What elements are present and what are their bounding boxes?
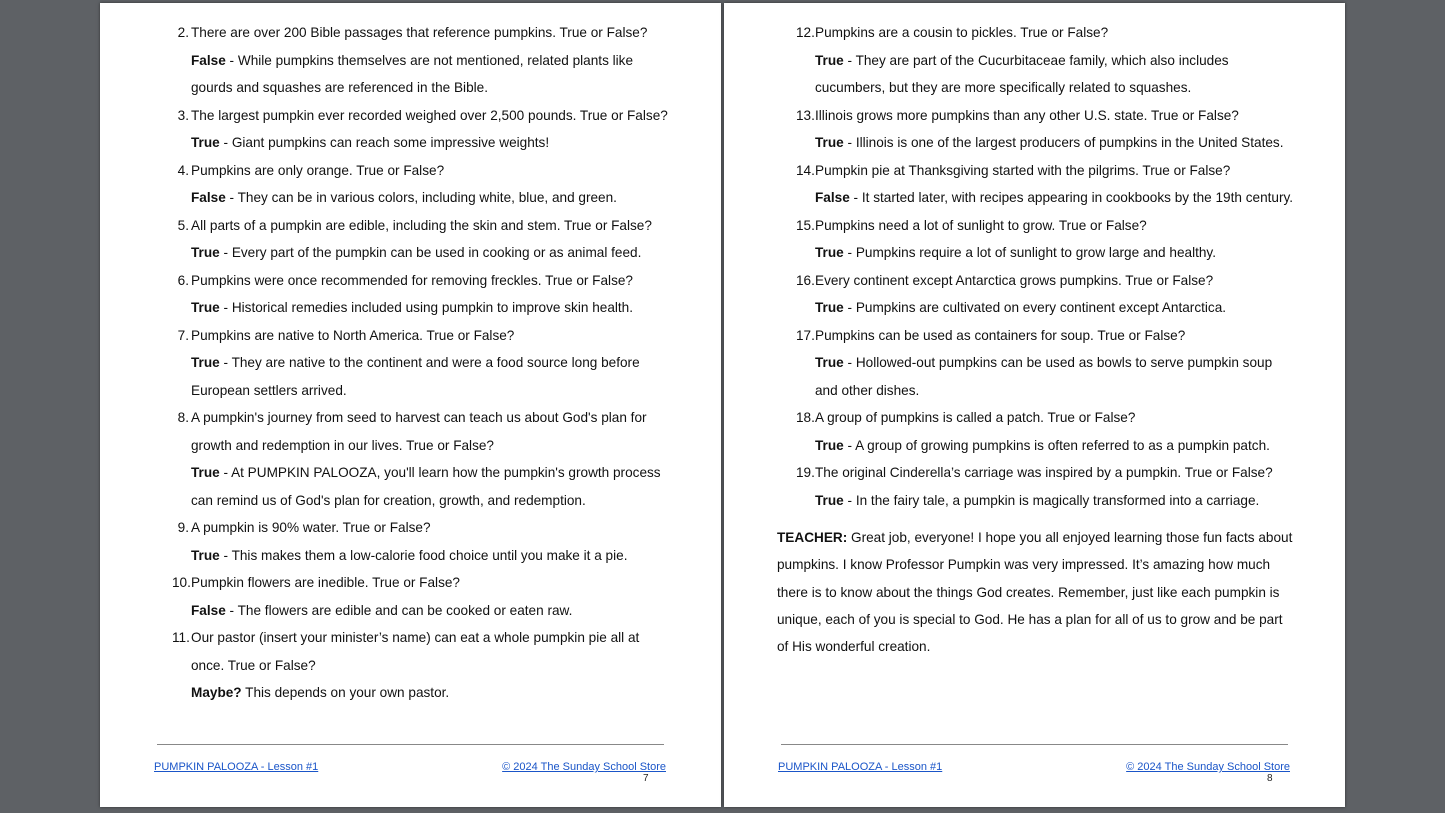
answer-text: They are native to the continent and were a food source long before European settlers arrived. <box>191 355 640 398</box>
answer-separator: - <box>843 245 856 260</box>
answer-text: Pumpkins are cultivated on every continent except Antarctica. <box>855 300 1227 315</box>
answer-separator: - <box>225 190 238 205</box>
answer-text: At PUMPKIN PALOOZA, you'll learn how the pumpkin's growth process can remind us of God's plan for creation, growth, and redemption. <box>191 465 661 508</box>
item-number: 3. <box>177 107 189 123</box>
question-text: The original Cinderella’s carriage was inspired by a pumpkin. True or False? <box>815 465 1273 480</box>
answer <box>815 239 1296 267</box>
page-content <box>172 19 672 707</box>
item-number: 14. <box>796 162 815 178</box>
question-text: Pumpkins need a lot of sunlight to grow. True or False? <box>815 217 1147 233</box>
footer-lesson-link[interactable]: PUMPKIN PALOOZA - Lesson #1 <box>778 761 943 773</box>
question-text: A pumpkin is 90% water. True or False? <box>191 520 431 535</box>
answer <box>191 597 672 625</box>
question-text: Pumpkin pie at Thanksgiving started with the pilgrims. True or False? <box>815 162 1231 178</box>
trivia-list <box>796 19 1296 514</box>
answer <box>815 129 1296 157</box>
answer <box>191 184 672 212</box>
list-item <box>172 322 672 405</box>
answer-text: Giant pumpkins can reach some impressive weights! <box>231 135 550 150</box>
answer-text: While pumpkins themselves are not mentioned, related plants like gourds and squashes are referenced in the Bible. <box>191 52 634 95</box>
question-text: Our pastor (insert your minister’s name) can eat a whole pumpkin pie all at once. True or False? <box>191 630 640 673</box>
list-item <box>172 157 672 212</box>
list-item <box>796 267 1296 322</box>
list-item <box>796 404 1296 459</box>
answer-verdict: True <box>815 300 844 315</box>
answer <box>815 487 1296 515</box>
item-number: 4. <box>177 162 189 178</box>
answer-verdict: True <box>191 245 220 260</box>
answer <box>815 349 1296 404</box>
answer-text: This makes them a low-calorie food choice until you make it a pie. <box>231 547 628 563</box>
page-number: 7 <box>643 773 649 784</box>
answer-verdict: True <box>815 437 844 453</box>
answer-text: They are part of the Cucurbitaceae family, which also includes cucumbers, but they are more specifically related to squashes. <box>815 52 1229 95</box>
answer-verdict: True <box>815 245 844 260</box>
answer <box>191 542 672 570</box>
answer-separator: - <box>219 465 232 480</box>
list-item <box>172 514 672 569</box>
answer <box>191 679 672 707</box>
answer <box>815 432 1296 460</box>
list-item <box>796 157 1296 212</box>
page-content <box>777 19 1296 674</box>
list-item <box>172 404 672 514</box>
teacher-paragraph <box>777 524 1297 660</box>
answer-text: Pumpkins require a lot of sunlight to grow large and healthy. <box>855 245 1216 260</box>
answer <box>191 47 672 102</box>
answer-verdict: True <box>191 465 220 480</box>
answer-verdict: True <box>815 52 844 68</box>
item-number: 19. <box>796 465 815 480</box>
question-text: A pumpkin's journey from seed to harvest can teach us about God's plan for growth and redemption in our lives. True or False? <box>191 410 647 453</box>
answer-separator: - <box>219 245 232 260</box>
answer <box>191 349 672 404</box>
answer-verdict: True <box>191 355 220 370</box>
answer-text: Hollowed-out pumpkins can be used as bowls to serve pumpkin soup and other dishes. <box>815 355 1273 398</box>
answer <box>191 129 672 157</box>
answer-separator: - <box>225 602 238 618</box>
answer-separator: - <box>219 135 232 150</box>
question-text: A group of pumpkins is called a patch. True or False? <box>815 410 1136 425</box>
footer-lesson-link[interactable]: PUMPKIN PALOOZA - Lesson #1 <box>154 761 319 773</box>
answer-separator: - <box>849 190 862 205</box>
question-text: Pumpkins are a cousin to pickles. True or False? <box>815 25 1109 40</box>
answer-text: In the fairy tale, a pumpkin is magically transformed into a carriage. <box>855 492 1260 508</box>
document-page-8 <box>724 3 1345 807</box>
answer <box>815 184 1296 212</box>
item-number: 18. <box>796 410 815 425</box>
list-item <box>172 102 672 157</box>
teacher-text: Great job, everyone! I hope you all enjoyed learning those fun facts about pumpkins. I know Professor Pumpkin was very impressed. It’s amazing how much there is to know about the things God creates. Remember, just like each pumpkin is unique, each of you is special to God. He has a plan for all of us to grow and be part of His wonderful creation. <box>777 530 1293 655</box>
list-item <box>796 102 1296 157</box>
answer-text: The flowers are edible and can be cooked or eaten raw. <box>237 602 573 618</box>
item-number: 12. <box>796 25 815 40</box>
list-item <box>172 569 672 624</box>
answer-verdict: True <box>191 300 220 315</box>
footer-copyright-link[interactable]: © 2024 The Sunday School Store <box>502 761 666 773</box>
question-text: Every continent except Antarctica grows pumpkins. True or False? <box>815 272 1214 288</box>
list-item <box>172 624 672 707</box>
answer <box>191 459 672 514</box>
answer-verdict: False <box>191 602 226 618</box>
answer <box>191 239 672 267</box>
answer <box>815 294 1296 322</box>
answer-separator: - <box>843 492 856 508</box>
answer-separator: - <box>843 355 856 370</box>
question-text: Pumpkins were once recommended for removing freckles. True or False? <box>191 272 633 288</box>
question-text: Pumpkin flowers are inedible. True or False? <box>191 575 460 590</box>
answer-text: Illinois is one of the largest producers of pumpkins in the United States. <box>855 135 1284 150</box>
answer-verdict: False <box>815 190 850 205</box>
answer-text: It started later, with recipes appearing in cookbooks by the 19th century. <box>861 190 1294 205</box>
answer-verdict: True <box>815 135 844 150</box>
question-text: Illinois grows more pumpkins than any other U.S. state. True or False? <box>815 107 1239 123</box>
list-item <box>172 19 672 102</box>
answer-text: Every part of the pumpkin can be used in cooking or as animal feed. <box>231 245 642 260</box>
answer-verdict: Maybe? <box>191 685 242 700</box>
answer-verdict: False <box>191 52 226 68</box>
question-text: Pumpkins are native to North America. True or False? <box>191 327 515 343</box>
item-number: 16. <box>796 272 815 288</box>
answer-separator: - <box>219 355 232 370</box>
answer <box>815 47 1296 102</box>
teacher-label: TEACHER: <box>777 530 848 545</box>
answer-separator: - <box>843 300 856 315</box>
item-number: 7. <box>177 327 189 343</box>
item-number: 9. <box>177 520 189 535</box>
item-number: 5. <box>177 217 189 233</box>
answer-text: This depends on your own pastor. <box>245 685 450 700</box>
list-item <box>172 212 672 267</box>
footer-divider <box>781 744 1288 745</box>
answer-separator: - <box>843 437 856 453</box>
trivia-list <box>172 19 672 707</box>
item-number: 11. <box>172 630 190 645</box>
item-number: 10. <box>172 575 191 590</box>
answer-separator: - <box>843 52 856 68</box>
question-text: There are over 200 Bible passages that reference pumpkins. True or False? <box>191 25 648 40</box>
answer-separator: - <box>219 300 232 315</box>
list-item <box>796 19 1296 102</box>
list-item <box>796 459 1296 514</box>
answer-separator: - <box>219 547 232 563</box>
question-text: The largest pumpkin ever recorded weighed over 2,500 pounds. True or False? <box>191 107 668 123</box>
footer-divider <box>157 744 664 745</box>
item-number: 17. <box>796 327 815 343</box>
item-number: 15. <box>796 217 815 233</box>
list-item <box>172 267 672 322</box>
answer-text: Historical remedies included using pumpkin to improve skin health. <box>231 300 634 315</box>
question-text: All parts of a pumpkin are edible, including the skin and stem. True or False? <box>191 217 652 233</box>
item-number: 13. <box>796 107 815 123</box>
item-number: 8. <box>177 410 189 425</box>
question-text: Pumpkins can be used as containers for soup. True or False? <box>815 327 1186 343</box>
document-page-7 <box>100 3 721 807</box>
answer-verdict: True <box>815 492 844 508</box>
answer-separator: - <box>225 52 238 68</box>
answer-verdict: False <box>191 190 226 205</box>
item-number: 6. <box>177 272 189 288</box>
item-number: 2. <box>177 25 189 40</box>
answer-verdict: True <box>191 547 220 563</box>
answer-verdict: True <box>191 135 220 150</box>
list-item <box>796 322 1296 405</box>
answer <box>191 294 672 322</box>
page-number: 8 <box>1267 773 1273 784</box>
answer-separator: - <box>843 135 856 150</box>
question-text: Pumpkins are only orange. True or False? <box>191 162 445 178</box>
answer-text: They can be in various colors, including white, blue, and green. <box>237 190 617 205</box>
footer-copyright-link[interactable]: © 2024 The Sunday School Store <box>1126 761 1290 773</box>
list-item <box>796 212 1296 267</box>
answer-text: A group of growing pumpkins is often referred to as a pumpkin patch. <box>855 437 1270 453</box>
answer-verdict: True <box>815 355 844 370</box>
